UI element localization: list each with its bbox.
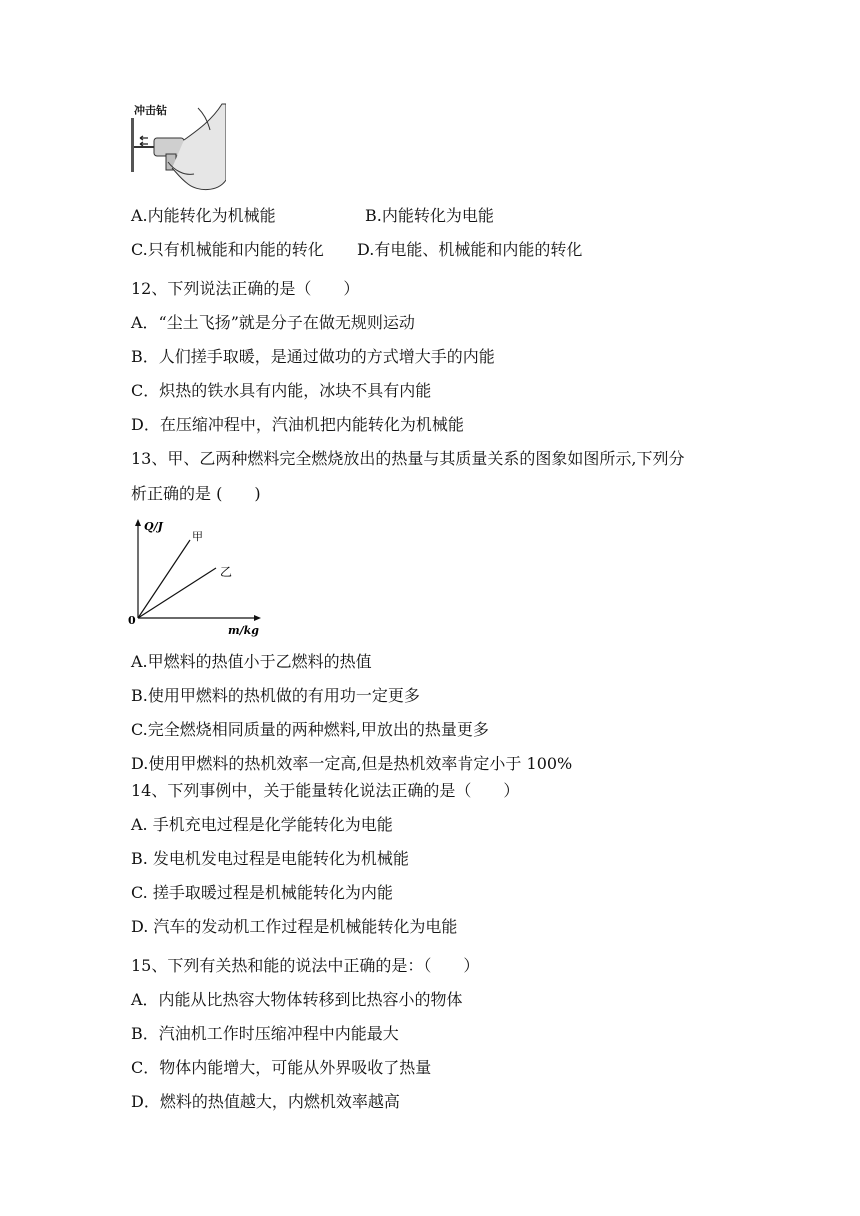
q14-stem: 14、下列事例中，关于能量转化说法正确的是（ ） [131,781,520,800]
q12-option-d: D．在压缩冲程中，汽油机把内能转化为机械能 [131,415,464,434]
q15-option-c: C．物体内能增大，可能从外界吸收了热量 [131,1058,432,1077]
q13-stem-line1: 13、甲、乙两种燃料完全燃烧放出的热量与其质量关系的图象如图所示,下列分 [131,449,685,468]
q13-option-c: C.完全燃烧相同质量的两种燃料,甲放出的热量更多 [131,720,489,739]
y-axis-arrow [135,519,141,526]
q13-stem-line2: 析正确的是 ( ) [131,484,261,503]
x-axis-arrow [254,615,261,621]
q12-option-b: B．人们搓手取暖，是通过做功的方式增大手的内能 [131,347,495,366]
line-jia [138,540,190,618]
q11-option-b: B.内能转化为电能 [365,206,494,225]
line-yi-label: 乙 [220,565,233,579]
q14-option-b: B. 发电机发电过程是电能转化为机械能 [131,849,409,868]
line-yi [138,568,216,618]
q15-stem: 15、下列有关热和能的说法中正确的是：（ ） [131,956,480,975]
q-m-graph [126,516,262,638]
q12-option-a: A．“尘土飞扬”就是分子在做无规则运动 [131,313,415,332]
q11-option-a: A.内能转化为机械能 [131,206,276,225]
q15-option-a: A．内能从比热容大物体转移到比热容小的物体 [131,990,463,1009]
q13-option-a: A.甲燃料的热值小于乙燃料的热值 [131,652,372,671]
origin-label: 0 [128,614,136,627]
q13-option-b: B.使用甲燃料的热机做的有用功一定更多 [131,686,420,705]
q12-option-c: C．炽热的铁水具有内能，冰块不具有内能 [131,381,432,400]
q14-option-d: D. 汽车的发动机工作过程是机械能转化为电能 [131,917,458,936]
impact-drill-figure [128,100,226,194]
x-axis-label: m/kg [228,624,259,637]
q15-option-b: B．汽油机工作时压缩冲程中内能最大 [131,1024,399,1043]
q13-option-d: D.使用甲燃料的热机效率一定高,但是热机效率肯定小于 100% [131,754,573,773]
line-jia-label: 甲 [192,530,203,543]
drill-figure-label: 冲击钻 [134,104,167,117]
q12-stem: 12、下列说法正确的是（ ） [131,279,360,298]
q15-option-d: D．燃料的热值越大，内燃机效率越高 [131,1092,400,1111]
q11-option-c: C.只有机械能和内能的转化 [131,240,324,259]
q14-option-a: A. 手机充电过程是化学能转化为电能 [131,815,393,834]
q14-option-c: C. 搓手取暖过程是机械能转化为内能 [131,883,393,902]
y-axis-label: Q/J [144,520,163,533]
q11-option-d: D.有电能、机械能和内能的转化 [357,240,583,259]
